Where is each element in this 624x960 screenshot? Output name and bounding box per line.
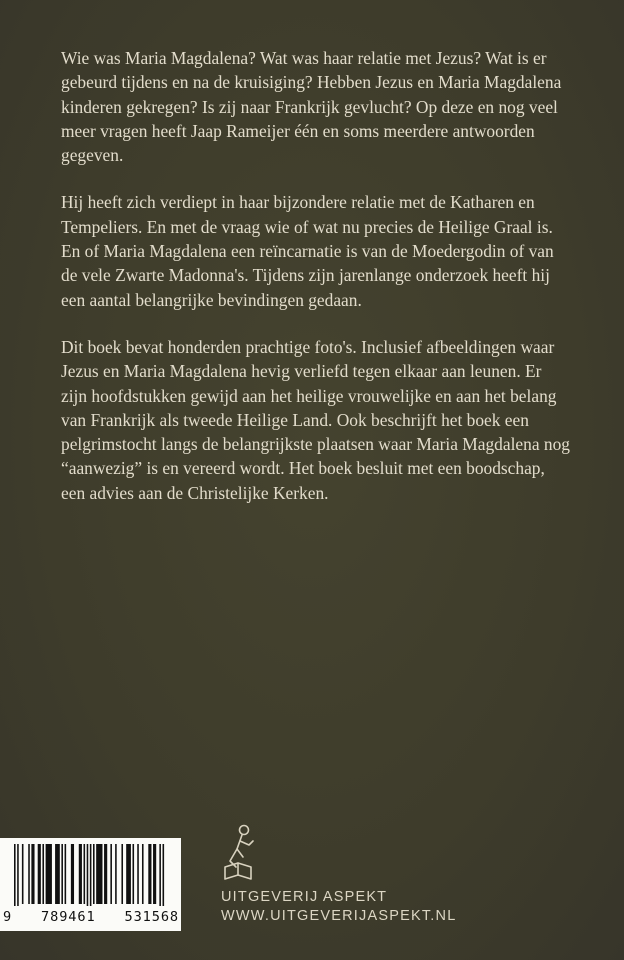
- barcode-bar: [22, 844, 24, 904]
- isbn-number: [3, 909, 179, 925]
- publisher-url: WWW.UITGEVERIJASPEKT.NL: [221, 908, 457, 924]
- barcode-bar: [110, 844, 112, 904]
- barcode-bar: [17, 844, 19, 906]
- barcode-bar: [96, 844, 102, 904]
- barcode-bar: [121, 844, 123, 904]
- barcode-bar: [71, 844, 74, 904]
- barcode-bar: [133, 844, 135, 904]
- barcode-bar: [163, 844, 165, 906]
- book-reader-icon: [220, 823, 262, 888]
- blurb-paragraph-1: Wie was Maria Magdalena? Wat was haar relatie met Jezus? Wat is er gebeurd tijdens en na de kruisiging? Hebben Jezus en Maria Magdalena kinderen gekregen? Is zij naar Frankrijk gevlucht? Op deze en nog veel meer vragen heeft Jaap Rameijer één en soms meerdere antwoorden gegeven.: [61, 48, 562, 166]
- isbn-right-group: 531568: [124, 909, 179, 925]
- barcode-bar: [93, 844, 95, 904]
- barcode-bar: [115, 844, 117, 904]
- barcode-bar: [87, 844, 89, 906]
- blurb-paragraph-3: Dit boek bevat honderden prachtige foto's. Inclusief afbeeldingen waar Jezus en Maria Magdalena hevig verliefd tegen elkaar aan leunen. Er zijn hoofdstukken gewijd aan het heilige vrouwelijke en aan het belang van Frankrijk als tweede Heilige Land. Ook beschrijft het boek een pelgrimstocht langs de belangrijkste plaatsen waar Maria Magdalena nog “aanwezig” is en vereerd wordt. Het boek besluit met een boodschap, een advies aan de Christelijke Kerken.: [61, 336, 570, 503]
- barcode-bar: [84, 844, 86, 904]
- barcode-bar: [142, 844, 144, 904]
- barcode-bars: [6, 844, 174, 906]
- barcode-bar: [79, 844, 82, 904]
- barcode-bar: [148, 844, 151, 904]
- publisher-name: UITGEVERIJ ASPEKT: [221, 889, 388, 905]
- barcode-bar: [46, 844, 52, 904]
- isbn-left-group: 789461: [41, 909, 96, 925]
- barcode-bar: [42, 844, 44, 904]
- barcode-bar: [14, 844, 16, 906]
- barcode-bar: [137, 844, 139, 904]
- barcode-bar: [159, 844, 161, 906]
- barcode-bar: [28, 844, 30, 904]
- isbn-prefix-digit: 9: [3, 909, 13, 925]
- barcode-bar: [126, 844, 131, 904]
- blurb-paragraph-2: Hij heeft zich verdiept in haar bijzondere relatie met de Katharen en Tempeliers. En met de vraag wie of wat nu precies de Heilige Graal is. En of Maria Magdalena een reïncarnatie is van de Moedergodin of van de vele Zwarte Madonna's. Tijdens zijn jarenlange onderzoek heeft hij een aantal belangrijke bevindingen gedaan.: [61, 192, 554, 310]
- barcode-bar: [153, 844, 156, 904]
- barcode-bar: [65, 844, 67, 904]
- barcode-bar: [55, 844, 60, 904]
- barcode-bar: [61, 844, 63, 904]
- barcode-bar: [38, 844, 41, 904]
- isbn-barcode: [0, 838, 181, 931]
- barcode-bar: [104, 844, 107, 904]
- barcode-bar: [31, 844, 34, 904]
- barcode-bar: [90, 844, 92, 906]
- blurb-text: [61, 46, 571, 528]
